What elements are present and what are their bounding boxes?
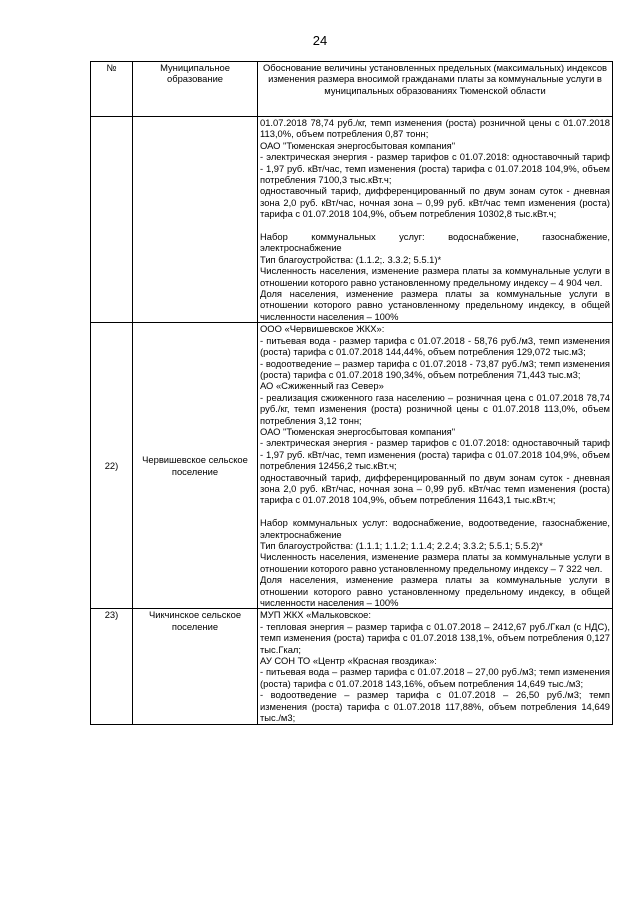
row-number: 22): [91, 323, 133, 609]
justification-cell: [258, 117, 613, 323]
justification-line: Численность населения, изменение размера платы за коммунальные услуги в отношении которого равно установленному предельному индексу – 4 904 чел.: [260, 265, 610, 288]
justification-line: 01.07.2018 78,74 руб./кг, темп изменения (роста) розничной цены с 01.07.2018 113,0%, объем потребления 0,87 тонн;: [260, 117, 610, 140]
header-num: №: [91, 62, 133, 117]
justification-line: одноставочный тариф, дифференцированный по двум зонам суток - дневная зона 2,0 руб. кВт/час, ночная зона – 0,99 руб. кВт/час темп изменения (роста) тарифа с 01.07.2018 104,9%, объем потребления 11643,1 тыс.кВт.ч;: [260, 471, 610, 506]
justification-line: одноставочный тариф, дифференцированный по двум зонам суток - дневная зона 2,0 руб. кВт/час, ночная зона – 0,99 руб. кВт/час темп изменения (роста) тарифа с 01.07.2018 104,9%, объем потребления 10302,8 тыс.кВт.ч;: [260, 185, 610, 220]
justification-line: Численность населения, изменение размера платы за коммунальные услуги в отношении которого равно установленному предельному индексу – 7 322 чел.: [260, 551, 610, 574]
justification-line: ООО «Червишевское ЖКХ»:: [260, 323, 385, 335]
justification-line: [260, 220, 610, 231]
justification-line: - тепловая энергия – размер тарифа с 01.07.2018 – 2412,67 руб./Гкал (с НДС), темп изменения (роста) тарифа с 01.07.2018 138,1%, объем потребления 0,127 тыс.Гкал;: [260, 620, 610, 655]
justification-line: Доля населения, изменение размера платы за коммунальные услуги в отношении которого равно установленному предельному индексу, в общей численности населения – 100%: [260, 288, 610, 322]
justification-line: - реализация сжиженного газа населению – розничная цена с 01.07.2018 78,74 руб./кг, темп изменения (роста) розничной цены с 01.07.2018 113,0%, объем потребления 3,12 тонн;: [260, 391, 610, 426]
justification-line: - электрическая энергия - размер тарифов с 01.07.2018: одноставочный тариф - 1,97 руб. кВт/час, темп изменения (роста) тарифа с 01.07.2018 104,9%, объем потребления 7100,3 тыс.кВт.ч;: [260, 151, 610, 186]
justification-line: МУП ЖКХ «Мальковское:: [260, 609, 372, 621]
justification-line: Набор коммунальных услуг: водоснабжение, водоотведение, газоснабжение, электроснабжение: [260, 517, 610, 540]
header-justification: Обоснование величины установленных предельных (максимальных) индексов изменения размера вносимой гражданами платы за коммунальные услуги в муниципальных образованиях Тюменской области: [258, 62, 613, 117]
justification-line: ОАО "Тюменская энергосбытовая компания": [260, 139, 456, 151]
justification-line: Набор коммунальных услуг: водоснабжение, газоснабжение, электроснабжение: [260, 231, 610, 254]
tariff-table: [90, 61, 613, 725]
justification-line: АО «Сжиженный газ Север»: [260, 380, 384, 392]
justification-line: Тип благоустройства: (1.1.2;. 3.3.2; 5.5.1)*: [260, 253, 442, 265]
municipality-name: [133, 117, 258, 323]
table-row: [91, 117, 613, 323]
justification-line: - водоотведение – размер тарифа с 01.07.2018 - 73,87 руб./м3; темп изменения (роста) тарифа с 01.07.2018 190,34%, объем потребления 71,443 тыс.м3;: [260, 357, 610, 380]
row-number: 23): [91, 609, 133, 724]
justification-line: Доля населения, изменение размера платы за коммунальные услуги в отношении которого равно установленному предельному индексу, в общей численности населения – 100%: [260, 574, 610, 609]
page-number: 24: [312, 33, 328, 48]
row-number: [91, 117, 133, 323]
justification-line: - питьевая вода – размер тарифа с 01.07.2018 – 27,00 руб./м3; темп изменения (роста) тарифа с 01.07.2018 143,16%, объем потребления 14,649 тыс./м3;: [260, 666, 610, 689]
justification-line: ОАО "Тюменская энергосбытовая компания": [260, 425, 456, 437]
justification-line: - электрическая энергия - размер тарифов с 01.07.2018: одноставочный тариф - 1,97 руб. кВт/час, темп изменения (роста) тарифа с 01.07.2018 104,9%, объем потребления 12456,2 тыс.кВт.ч;: [260, 437, 610, 472]
justification-line: - питьевая вода - размер тарифа с 01.07.2018 - 58,76 руб./м3, темп изменения (роста) тарифа с 01.07.2018 144,44%, объем потребления 129,072 тыс.м3;: [260, 334, 610, 358]
table-header-row: [91, 62, 613, 117]
table-row: [91, 323, 613, 609]
justification-line: АУ СОН ТО «Центр «Красная гвоздика»:: [260, 655, 437, 667]
municipality-name: Червишевское сельское поселение: [133, 323, 258, 609]
justification-line: Тип благоустройства: (1.1.1; 1.1.2; 1.1.4; 2.2.4; 3.3.2; 5.5.1; 5.5.2)*: [260, 540, 543, 551]
justification-cell: [258, 323, 613, 609]
header-municipality: Муниципальное образование: [133, 62, 258, 117]
justification-line: [260, 506, 610, 517]
justification-line: - водоотведение – размер тарифа с 01.07.2018 – 26,50 руб./м3; темп изменения (роста) тарифа с 01.07.2018 117,88%, объем потребления 14,649 тыс./м3;: [260, 689, 610, 724]
table-row: [91, 609, 613, 724]
justification-cell: [258, 609, 613, 724]
municipality-name: Чикчинское сельское поселение: [133, 609, 258, 724]
